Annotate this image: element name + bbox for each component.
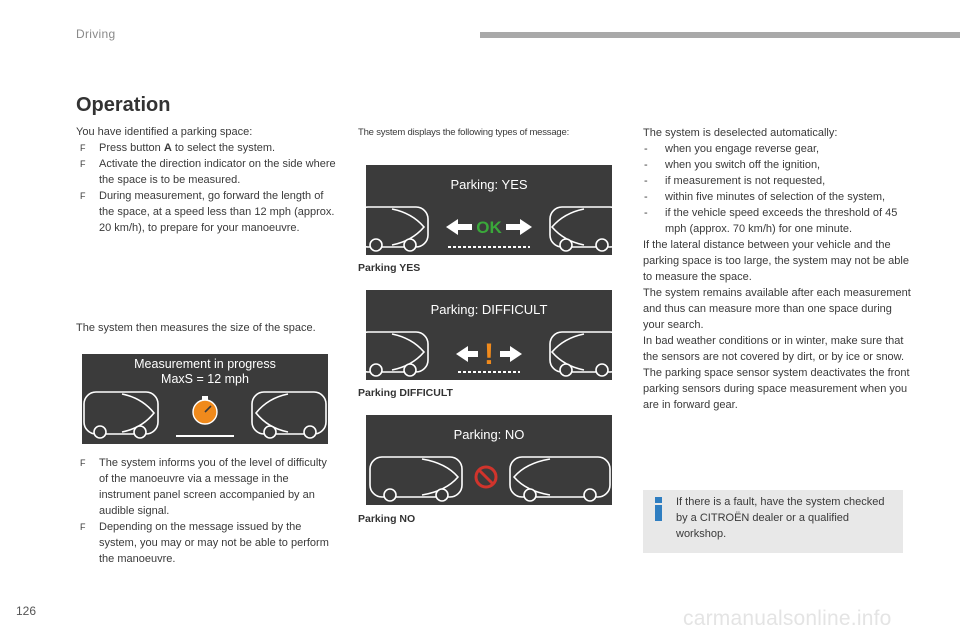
screen-message: Parking: YES bbox=[450, 177, 528, 192]
parking-difficult-screen bbox=[366, 290, 612, 380]
followups-list bbox=[76, 455, 338, 567]
followups-block bbox=[76, 455, 338, 567]
caption-parking-difficult: Parking DIFFICULT bbox=[358, 387, 453, 399]
followup-text: Depending on the message issued by the system, you may or may not be able to perform the manoeuvre. bbox=[99, 521, 329, 565]
screen-line-1: Measurement in progress bbox=[134, 357, 276, 371]
header-bar bbox=[480, 32, 960, 38]
intro-text: You have identified a parking space: bbox=[76, 126, 253, 138]
warning-symbol: ! bbox=[484, 338, 494, 371]
paragraph: If the lateral distance between your vehicle and the parking space is too large, the system may not be able to measure the space. bbox=[643, 239, 909, 283]
measurement-illustration bbox=[82, 388, 328, 444]
caption-parking-no: Parking NO bbox=[358, 513, 416, 525]
bullet-icon: F bbox=[80, 143, 86, 153]
followup-text: The system informs you of the level of difficulty of the manoeuvre via a message in the instrument panel screen accompanied by an audible signal. bbox=[99, 457, 327, 517]
step-text: Activate the direction indicator on the side where the space is to be measured. bbox=[99, 158, 336, 186]
car-left-icon bbox=[366, 332, 428, 376]
arrow-right-icon bbox=[506, 219, 532, 235]
car-right-icon bbox=[252, 392, 326, 438]
list-item: - within five minutes of selection of the system, bbox=[644, 191, 886, 203]
condition-text: if measurement is not requested, bbox=[665, 175, 826, 187]
screen-line-2: MaxS = 12 mph bbox=[161, 372, 249, 386]
list-item bbox=[76, 156, 338, 188]
page-number: 126 bbox=[16, 604, 37, 618]
arrow-left-icon bbox=[456, 346, 478, 362]
condition-text: within five minutes of selection of the system, bbox=[665, 191, 886, 203]
steps-list bbox=[76, 140, 338, 236]
caption-parking-yes: Parking YES bbox=[358, 262, 421, 274]
bullet-icon: F bbox=[80, 191, 86, 201]
bullet-icon: F bbox=[80, 159, 86, 169]
section-label: Driving bbox=[76, 27, 116, 41]
intro-block bbox=[76, 124, 338, 236]
list-item bbox=[76, 455, 338, 519]
bullet-icon: F bbox=[80, 458, 86, 468]
parking-no-screen bbox=[366, 415, 612, 505]
car-right-icon bbox=[510, 457, 610, 501]
screen-message: Parking: NO bbox=[453, 427, 525, 442]
conditions-list bbox=[643, 141, 911, 237]
list-item: - when you engage reverse gear, bbox=[644, 143, 820, 155]
list-item bbox=[76, 188, 338, 236]
car-right-icon bbox=[550, 332, 612, 376]
page-title: Operation bbox=[76, 94, 171, 116]
button-a-label: A bbox=[163, 142, 172, 154]
bullet-icon: F bbox=[80, 522, 86, 532]
screen-message: Parking: DIFFICULT bbox=[430, 302, 548, 317]
arrow-left-icon bbox=[446, 219, 472, 235]
measures-text: The system then measures the size of the space. bbox=[76, 322, 316, 334]
car-left-icon bbox=[366, 207, 428, 251]
arrow-right-icon bbox=[500, 346, 522, 362]
list-item: - if the vehicle speed exceeds the threshold of 45 mph (approx. 70 km/h) for one minute. bbox=[644, 207, 898, 235]
paragraph: The system remains available after each measurement and thus can measure more than one space during your search. bbox=[643, 287, 911, 331]
condition-text: when you engage reverse gear, bbox=[665, 143, 820, 155]
info-notice bbox=[643, 490, 903, 553]
list-item bbox=[76, 519, 338, 567]
parking-yes-screen bbox=[366, 165, 612, 255]
notice-text: If there is a fault, have the system checked by a CITROËN dealer or a qualified workshop. bbox=[676, 496, 885, 540]
list-item: - when you switch off the ignition, bbox=[644, 159, 821, 171]
condition-text: when you switch off the ignition, bbox=[665, 159, 821, 171]
info-icon bbox=[654, 497, 663, 521]
paragraph: In bad weather conditions or in winter, make sure that the sensors are not covered by dirt, or by ice or snow. bbox=[643, 335, 905, 363]
no-entry-icon bbox=[476, 467, 496, 487]
stopwatch-icon bbox=[193, 396, 217, 424]
car-left-icon bbox=[84, 392, 158, 438]
deselection-block bbox=[643, 125, 911, 413]
paragraph: The parking space sensor system deactivates the front parking sensors during space measurement when you are in forward gear. bbox=[643, 367, 910, 411]
list-item bbox=[76, 140, 338, 156]
list-item: - if measurement is not requested, bbox=[644, 175, 826, 187]
messages-intro: The system displays the following types of message: bbox=[358, 127, 570, 138]
ok-symbol: OK bbox=[476, 218, 502, 237]
step-text: During measurement, go forward the length of the space, at a speed less than 12 mph (approx. 20 km/h), to prepare for your manoeuvre. bbox=[99, 190, 335, 234]
parking-difficult-illustration bbox=[366, 322, 612, 380]
watermark: carmanualsonline.info bbox=[683, 607, 892, 630]
car-left-icon bbox=[370, 457, 462, 501]
deselect-intro: The system is deselected automatically: bbox=[643, 127, 838, 139]
car-right-icon bbox=[550, 207, 612, 251]
measurement-screen bbox=[82, 354, 328, 444]
condition-text: if the vehicle speed exceeds the threshold of 45 mph (approx. 70 km/h) for one minute. bbox=[665, 207, 898, 235]
parking-yes-illustration bbox=[366, 197, 612, 255]
step-text-post: to select the system. bbox=[171, 142, 276, 154]
step-text-pre: Press button bbox=[99, 142, 164, 154]
parking-no-illustration bbox=[366, 447, 612, 505]
